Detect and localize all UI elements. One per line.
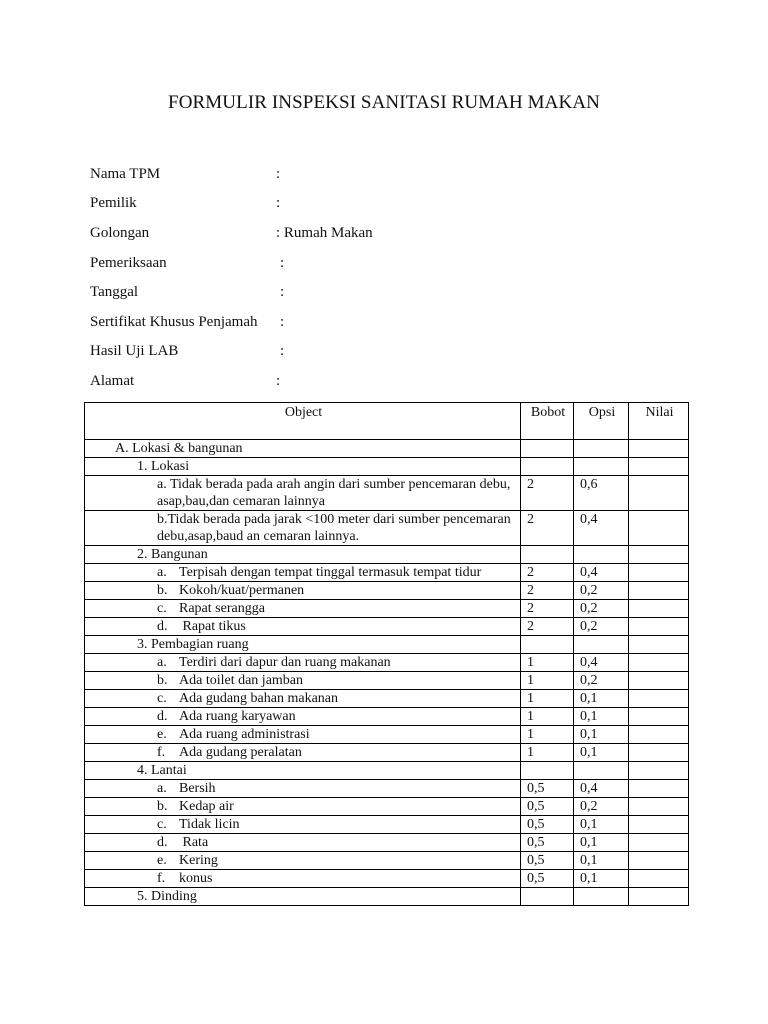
table-header-row <box>85 403 689 440</box>
row-opsi <box>574 636 629 654</box>
row-object <box>85 780 521 798</box>
item-letter: f. <box>157 871 166 886</box>
page-title: FORMULIR INSPEKSI SANITASI RUMAH MAKAN <box>168 92 600 113</box>
row-opsi: 0,4 <box>574 654 629 672</box>
row-object <box>85 834 521 852</box>
row-nilai <box>629 870 689 888</box>
table-row <box>85 690 689 708</box>
row-opsi: 0,1 <box>574 852 629 870</box>
item-text: Ada gudang peralatan <box>179 745 302 760</box>
field-pemeriksaan <box>90 252 650 274</box>
row-object: 2. Bangunan <box>85 546 521 564</box>
item-text: Ada ruang administrasi <box>179 727 310 742</box>
row-nilai <box>629 636 689 654</box>
item-letter: b. <box>157 673 168 688</box>
field-label: Hasil Uji LAB <box>90 343 179 359</box>
item-letter: e. <box>157 853 167 868</box>
row-bobot: 0,5 <box>521 780 574 798</box>
row-nilai <box>629 618 689 636</box>
table-row <box>85 780 689 798</box>
row-opsi: 0,1 <box>574 726 629 744</box>
row-bobot: 2 <box>521 564 574 582</box>
item-text: Terpisah dengan tempat tinggal termasuk tempat tidur <box>179 565 482 580</box>
row-object <box>85 618 521 636</box>
table-row <box>85 440 689 458</box>
field-label: Pemeriksaan <box>90 255 167 271</box>
row-opsi: 0,4 <box>574 780 629 798</box>
field-label: Alamat <box>90 373 135 389</box>
table-row <box>85 564 689 582</box>
field-value: : <box>276 195 281 211</box>
row-object <box>85 582 521 600</box>
row-object: 4. Lantai <box>85 762 521 780</box>
row-opsi: 0,1 <box>574 816 629 834</box>
row-bobot <box>521 762 574 780</box>
row-opsi: 0,2 <box>574 672 629 690</box>
row-nilai <box>629 672 689 690</box>
row-nilai <box>629 600 689 618</box>
item-letter: b. <box>157 799 168 814</box>
row-opsi: 0,4 <box>574 511 629 546</box>
table-row <box>85 582 689 600</box>
row-opsi: 0,2 <box>574 600 629 618</box>
item-text: Kering <box>179 853 218 868</box>
item-text: Bersih <box>179 781 216 796</box>
table-row <box>85 870 689 888</box>
row-nilai <box>629 582 689 600</box>
row-object <box>85 690 521 708</box>
row-nilai <box>629 852 689 870</box>
field-alamat <box>90 370 650 392</box>
row-bobot <box>521 636 574 654</box>
item-letter: c. <box>157 601 167 616</box>
table-row <box>85 888 689 906</box>
row-object <box>85 708 521 726</box>
row-object: 3. Pembagian ruang <box>85 636 521 654</box>
row-bobot <box>521 458 574 476</box>
row-bobot: 1 <box>521 690 574 708</box>
field-value: : <box>276 166 281 182</box>
row-opsi: 0,4 <box>574 564 629 582</box>
row-nilai <box>629 564 689 582</box>
field-value: : <box>280 343 285 359</box>
row-bobot: 2 <box>521 582 574 600</box>
row-opsi: 0,1 <box>574 708 629 726</box>
row-nilai <box>629 798 689 816</box>
row-object <box>85 672 521 690</box>
table-row <box>85 762 689 780</box>
row-bobot: 0,5 <box>521 852 574 870</box>
item-text: Rata <box>179 835 209 850</box>
field-value: : <box>280 314 285 330</box>
row-bobot <box>521 440 574 458</box>
table-row <box>85 798 689 816</box>
row-bobot: 1 <box>521 672 574 690</box>
row-bobot: 0,5 <box>521 870 574 888</box>
table-row <box>85 636 689 654</box>
row-object: 1. Lokasi <box>85 458 521 476</box>
item-text: Ada gudang bahan makanan <box>179 691 338 706</box>
row-bobot: 0,5 <box>521 798 574 816</box>
row-bobot: 2 <box>521 476 574 511</box>
table-row <box>85 852 689 870</box>
inspection-table <box>84 402 689 906</box>
row-opsi: 0,2 <box>574 798 629 816</box>
row-object <box>85 726 521 744</box>
row-opsi: 0,6 <box>574 476 629 511</box>
field-label: Tanggal <box>90 284 139 300</box>
item-letter: e. <box>157 727 167 742</box>
item-text: Kokoh/kuat/permanen <box>179 583 305 598</box>
row-opsi <box>574 546 629 564</box>
item-text: Rapat tikus <box>179 619 246 634</box>
column-header-nilai: Nilai <box>629 403 689 440</box>
item-letter: c. <box>157 691 167 706</box>
field-hasil-uji-lab <box>90 340 650 362</box>
table-row <box>85 672 689 690</box>
item-letter: d. <box>157 709 168 724</box>
item-text: Tidak licin <box>179 817 240 832</box>
table-row <box>85 726 689 744</box>
table-row <box>85 458 689 476</box>
field-label: Nama TPM <box>90 166 161 182</box>
row-object <box>85 654 521 672</box>
field-sertifikat <box>90 311 650 333</box>
item-letter: a. <box>157 655 167 670</box>
item-letter: d. <box>157 835 168 850</box>
item-text: Ada ruang karyawan <box>179 709 296 724</box>
table-row <box>85 744 689 762</box>
row-bobot: 2 <box>521 600 574 618</box>
row-opsi <box>574 762 629 780</box>
field-tanggal <box>90 281 650 303</box>
row-nilai <box>629 511 689 546</box>
item-letter: a. <box>157 781 167 796</box>
row-bobot: 0,5 <box>521 834 574 852</box>
row-opsi: 0,1 <box>574 744 629 762</box>
row-bobot: 1 <box>521 744 574 762</box>
item-letter: f. <box>157 745 166 760</box>
row-bobot: 1 <box>521 654 574 672</box>
row-object <box>85 852 521 870</box>
row-nilai <box>629 762 689 780</box>
row-object <box>85 600 521 618</box>
column-header-object: Object <box>85 403 521 440</box>
row-nilai <box>629 726 689 744</box>
field-value: : Rumah Makan <box>276 225 373 241</box>
item-letter: b. <box>157 583 168 598</box>
table-row <box>85 546 689 564</box>
table-row <box>85 708 689 726</box>
row-object: b.Tidak berada pada jarak <100 meter dari sumber pencemaran debu,asap,baud an cemaran lainnya. <box>85 511 521 546</box>
field-label: Sertifikat Khusus Penjamah <box>90 314 258 330</box>
row-nilai <box>629 654 689 672</box>
row-object: A. Lokasi & bangunan <box>85 440 521 458</box>
row-opsi: 0,2 <box>574 618 629 636</box>
item-letter: c. <box>157 817 167 832</box>
row-bobot: 0,5 <box>521 816 574 834</box>
item-letter: a. <box>157 565 167 580</box>
field-label: Pemilik <box>90 195 137 211</box>
row-object <box>85 798 521 816</box>
table-row <box>85 618 689 636</box>
table-row <box>85 511 689 546</box>
row-nilai <box>629 440 689 458</box>
table-row <box>85 476 689 511</box>
field-nama-tpm <box>90 163 650 185</box>
row-object <box>85 744 521 762</box>
row-nilai <box>629 458 689 476</box>
item-text: Rapat serangga <box>179 601 265 616</box>
table-row <box>85 600 689 618</box>
row-opsi <box>574 440 629 458</box>
field-label: Golongan <box>90 225 150 241</box>
row-bobot: 1 <box>521 708 574 726</box>
row-opsi <box>574 888 629 906</box>
field-pemilik <box>90 192 650 214</box>
row-nilai <box>629 690 689 708</box>
row-object <box>85 816 521 834</box>
row-object <box>85 870 521 888</box>
row-opsi: 0,1 <box>574 834 629 852</box>
column-header-bobot: Bobot <box>521 403 574 440</box>
row-nilai <box>629 888 689 906</box>
row-nilai <box>629 834 689 852</box>
item-text: Ada toilet dan jamban <box>179 673 304 688</box>
row-nilai <box>629 744 689 762</box>
row-object <box>85 564 521 582</box>
row-nilai <box>629 546 689 564</box>
row-bobot <box>521 546 574 564</box>
row-bobot <box>521 888 574 906</box>
table-row <box>85 816 689 834</box>
field-value: : <box>280 284 285 300</box>
field-value: : <box>276 373 281 389</box>
item-text: Kedap air <box>179 799 234 814</box>
row-nilai <box>629 476 689 511</box>
table-row <box>85 654 689 672</box>
row-bobot: 2 <box>521 618 574 636</box>
item-letter: d. <box>157 619 168 634</box>
row-nilai <box>629 816 689 834</box>
item-text: Terdiri dari dapur dan ruang makanan <box>179 655 391 670</box>
row-opsi: 0,1 <box>574 870 629 888</box>
field-value: : <box>280 255 285 271</box>
row-nilai <box>629 780 689 798</box>
column-header-opsi: Opsi <box>574 403 629 440</box>
row-opsi: 0,1 <box>574 690 629 708</box>
table-row <box>85 834 689 852</box>
row-object: a. Tidak berada pada arah angin dari sumber pencemaran debu, asap,bau,dan cemaran lainnya <box>85 476 521 511</box>
row-opsi: 0,2 <box>574 582 629 600</box>
row-bobot: 1 <box>521 726 574 744</box>
row-opsi <box>574 458 629 476</box>
row-nilai <box>629 708 689 726</box>
row-bobot: 2 <box>521 511 574 546</box>
field-golongan <box>90 222 650 244</box>
row-object: 5. Dinding <box>85 888 521 906</box>
item-text: konus <box>179 871 213 886</box>
